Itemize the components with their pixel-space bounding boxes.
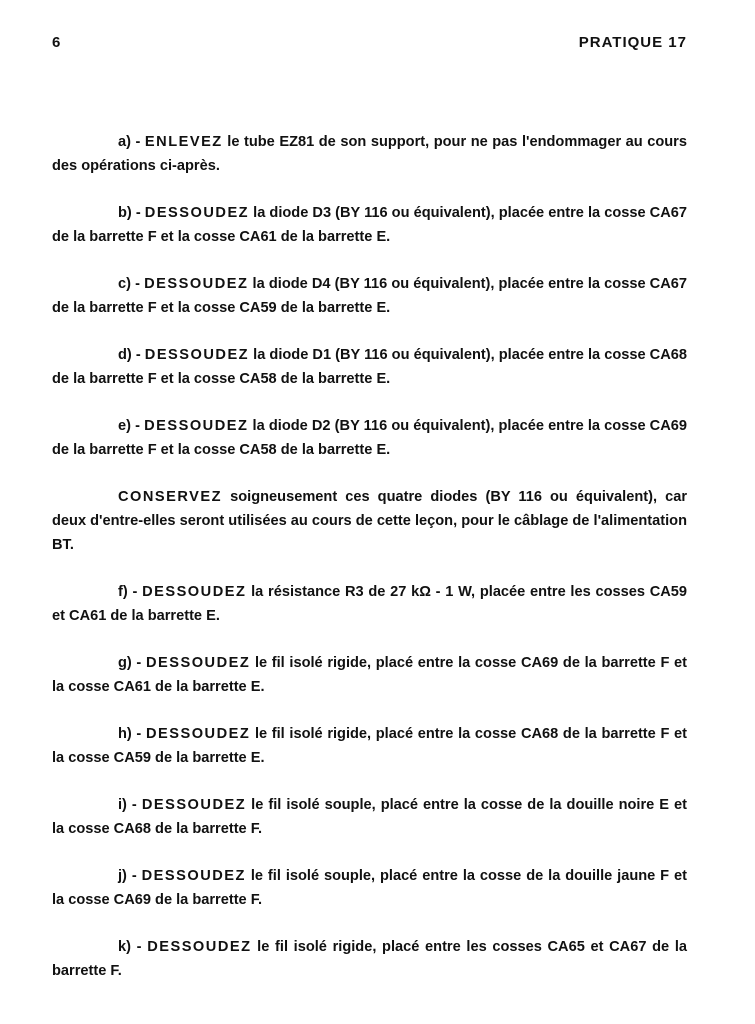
instruction-text: le fil isolé souple, placé entre la cosse de la douille jaune F et la cosse CA69 de la barrette F. [52, 868, 687, 908]
conserve-note [52, 485, 687, 557]
instruction-k [52, 935, 687, 983]
instruction-verb: DESSOUDEZ [142, 584, 247, 600]
instruction-verb: CONSERVEZ [118, 489, 223, 505]
instruction-text: le fil isolé rigide, placé entre la cosse CA69 de la barrette F et la cosse CA61 de la barrette E. [52, 655, 687, 695]
instruction-text: la résistance R3 de 27 kΩ - 1 W, placée entre les cosses CA59 et CA61 de la barrette E. [52, 584, 687, 624]
instruction-d [52, 343, 687, 391]
instruction-lead: a) - [118, 134, 145, 150]
instruction-lead: k) - [118, 939, 148, 955]
instruction-verb: ENLEVEZ [144, 134, 223, 150]
instruction-text: la diode D3 (BY 116 ou équivalent), placée entre la cosse CA67 de la barrette F et la cosse CA61 de la barrette E. [52, 205, 687, 245]
instruction-text: le fil isolé rigide, placé entre la cosse CA68 de la barrette F et la cosse CA59 de la barrette E. [52, 726, 687, 766]
instruction-a [52, 130, 687, 178]
instruction-j [52, 864, 687, 912]
instruction-lead: e) - [118, 418, 145, 434]
instruction-text: la diode D4 (BY 116 ou équivalent), placée entre la cosse CA67 de la barrette F et la cosse CA59 de la barrette E. [52, 276, 687, 316]
page-number: 6 [52, 34, 61, 51]
instruction-verb: DESSOUDEZ [147, 939, 252, 955]
instruction-text: soigneusement ces quatre diodes (BY 116 ou équivalent), car deux d'entre-elles seront utilisées au cours de cette leçon, pour le câblage de l'alimentation BT. [52, 489, 687, 553]
instruction-verb: DESSOUDEZ [141, 797, 247, 813]
instruction-h [52, 722, 687, 770]
instruction-c [52, 272, 687, 320]
instruction-lead: i) - [118, 797, 142, 813]
instruction-text: la diode D1 (BY 116 ou équivalent), placée entre la cosse CA68 de la barrette F et la cosse CA58 de la barrette E. [52, 347, 687, 387]
instruction-list [52, 130, 687, 1006]
instruction-lead: c) - [118, 276, 145, 292]
instruction-lead: d) - [118, 347, 145, 363]
instruction-verb: DESSOUDEZ [144, 347, 250, 363]
instruction-lead: j) - [118, 868, 142, 884]
instruction-lead: b) - [118, 205, 145, 221]
instruction-lead: g) - [118, 655, 146, 671]
page-header [52, 34, 687, 58]
instruction-text: la diode D2 (BY 116 ou équivalent), placée entre la cosse CA69 de la barrette F et la cosse CA58 de la barrette E. [52, 418, 687, 458]
instruction-verb: DESSOUDEZ [144, 276, 249, 292]
instruction-verb: DESSOUDEZ [144, 205, 250, 221]
running-title: PRATIQUE 17 [578, 34, 687, 51]
instruction-text: le tube EZ81 de son support, pour ne pas l'endommager au cours des opérations ci-après. [52, 134, 687, 174]
instruction-verb: DESSOUDEZ [144, 418, 249, 434]
instruction-verb: DESSOUDEZ [145, 726, 251, 742]
instruction-text: le fil isolé souple, placé entre la cosse de la douille noire E et la cosse CA68 de la barrette F. [52, 797, 687, 837]
instruction-lead: f) - [118, 584, 143, 600]
instruction-verb: DESSOUDEZ [141, 868, 246, 884]
instruction-lead: h) - [118, 726, 146, 742]
instruction-e [52, 414, 687, 462]
instruction-i [52, 793, 687, 841]
instruction-text: le fil isolé rigide, placé entre les cosses CA65 et CA67 de la barrette F. [52, 939, 688, 979]
instruction-g [52, 651, 687, 699]
instruction-verb: DESSOUDEZ [145, 655, 251, 671]
instruction-f [52, 580, 687, 628]
instruction-b [52, 201, 687, 249]
